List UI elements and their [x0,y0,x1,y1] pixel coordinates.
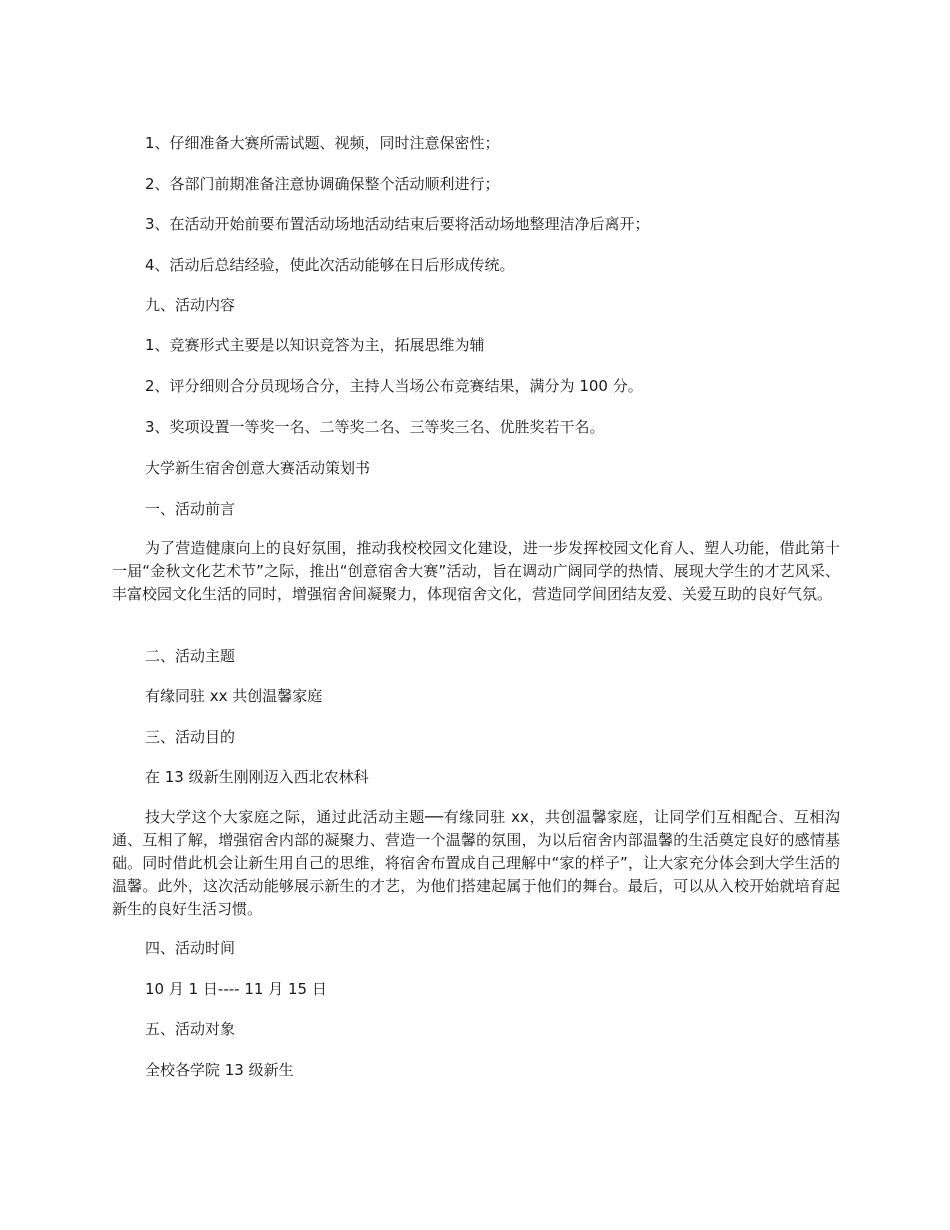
plan-title: 大学新生宿舍创意大赛活动策划书 [145,459,371,477]
section-3-paragraph: 技大学这个大家庭之际，通过此活动主题──有缘同驻 xx，共创温馨家庭，让同学们互相配合、互相沟通、互相了解，增强宿舍内部的凝聚力、营造一个温馨的氛围，为以后宿舍内部温馨的生活奠定良好的感情基础。同时借此机会让新生用自己的思维，将宿舍布置成自己理解中“家的样子”，让大家充分体会到大学生活的温馨。此外，这次活动能够展示新生的才艺，为他们搭建起属于他们的舞台。最后，可以从入校开始就培育起新生的良好生活习惯。 [112,808,840,918]
content-item-1: 1、竞赛形式主要是以知识竞答为主，拓展思维为辅 [145,336,485,354]
note-item-2: 2、各部门前期准备注意协调确保整个活动顺利进行； [145,175,500,193]
note-item-4: 4、活动后总结经验，使此次活动能够在日后形成传统。 [145,256,515,274]
purpose-intro-line: 在 13 级新生刚刚迈入西北农林科 [145,768,369,786]
note-item-3: 3、在活动开始前要布置活动场地活动结束后要将活动场地整理洁净后离开； [145,215,650,233]
activity-target: 全校各学院 13 级新生 [145,1061,294,1079]
activity-theme: 有缘同驻 xx 共创温馨家庭 [145,687,323,705]
section-1-heading: 一、活动前言 [145,500,236,518]
section-5-heading: 五、活动对象 [145,1020,236,1038]
activity-time: 10 月 1 日---- 11 月 15 日 [145,980,327,998]
section-9-heading: 九、活动内容 [145,296,236,314]
note-item-1: 1、仔细准备大赛所需试题、视频，同时注意保密性； [145,134,500,152]
section-2-heading: 二、活动主题 [145,647,236,665]
section-3-heading: 三、活动目的 [145,728,236,746]
content-item-3: 3、奖项设置一等奖一名、二等奖二名、三等奖三名、优胜奖若干名。 [145,418,605,436]
section-1-paragraph: 为了营造健康向上的良好氛围，推动我校校园文化建设，进一步发挥校园文化育人、塑人功能，借此第十一届“金秋文化艺术节”之际，推出“创意宿舍大赛”活动，旨在调动广阔同学的热情、展现大学生的才艺风采、丰富校园文化生活的同时，增强宿舍间凝聚力，体现宿舍文化，营造同学间团结友爱、关爱互助的良好气氛。 [112,539,840,603]
content-item-2: 2、评分细则合分员现场合分，主持人当场公布竞赛结果，满分为 100 分。 [145,377,643,395]
section-4-heading: 四、活动时间 [145,939,236,957]
